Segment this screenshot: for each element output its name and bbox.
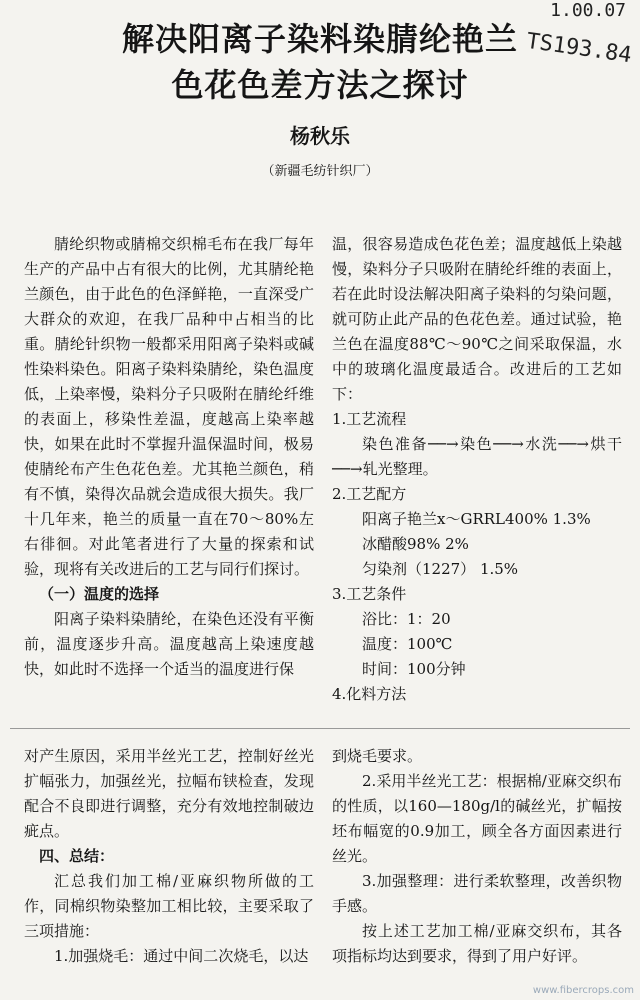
left-column-bottom xyxy=(24,744,314,969)
right-column-top xyxy=(332,232,622,707)
recipe-heading: 2.工艺配方 xyxy=(332,485,407,503)
measure-1-continued: 到烧毛要求。 xyxy=(332,747,423,765)
intro-paragraph: 腈纶织物或腈棉交织棉毛布在我厂每年生产的产品中占有很大的比例，尤其腈纶艳兰颜色，由于此色的色泽鲜艳，一直深受广大群众的欢迎，在我厂品种中占相当的比重。腈纶针织物一般都采用阳离子染料或碱性染料染色。阳离子染料染腈纶，染色温度低，上染率慢，染料分子只吸附在腈纶纤维的表面上，移染性差温，度越高上染率越快，如果在此时不掌握升温保温时间，极易使腈纶布产生色花色差。尤其艳兰颜色，稍有不慎，染得次品就会造成很大损失。我厂十几年来，艳兰的质量一直在70～80%左右徘徊。对此笔者进行了大量的探索和试验，现将有关改进后的工艺与同行们探讨。 xyxy=(24,235,314,578)
title-line-2: 色花色差方法之探讨 xyxy=(171,66,469,104)
author-affiliation: （新疆毛纺针织厂） xyxy=(261,164,379,179)
recipe-line: 匀染剂（1227） 1.5% xyxy=(362,560,519,578)
right-column-bottom xyxy=(332,744,622,969)
temperature-paragraph: 阳离子染料染腈纶，在染色还没有平衡前，温度逐步升高。温度越高上染速度越快，如此时不选择一个适当的温度进行保 xyxy=(24,610,314,678)
corner-mark: 1.00.07 xyxy=(550,0,626,21)
temperature-continued-paragraph: 温，很容易造成色花色差；温度越低上染越慢，染料分子只吸附在腈纶纤维的表面上，若在此时设法解决阳离子染料的匀染问题，就可防止此产品的色花色差。通过试验，艳兰色在温度88℃～90℃之间采取保温，水中的玻璃化温度最适合。改进后的工艺如下： xyxy=(332,235,622,403)
conditions-heading: 3.工艺条件 xyxy=(332,585,407,603)
left-column-top xyxy=(24,232,314,682)
title-line-1: 解决阳离子染料染腈纶艳兰 xyxy=(121,20,518,58)
recipe-line: 阳离子艳兰x～GRRL400% 1.3% xyxy=(362,510,591,528)
mercerizing-paragraph: 对产生原因，采用半丝光工艺，控制好丝光扩幅张力，加强丝光，拉幅布铗检查，发现配合不良即进行调整，充分有效地控制破边疵点。 xyxy=(24,747,314,840)
classification-number: TS193.84 xyxy=(524,28,634,69)
condition-line: 温度：100℃ xyxy=(362,635,453,653)
condition-line: 时间：100分钟 xyxy=(362,660,466,678)
recipe-line: 冰醋酸98% 2% xyxy=(362,535,469,553)
summary-paragraph: 汇总我们加工棉/亚麻织物所做的工作，同棉织物染整加工相比较，主要采取了三项措施： xyxy=(24,872,314,940)
author-name: 杨秋乐 xyxy=(290,124,350,148)
conclusion-paragraph: 按上述工艺加工棉/亚麻交织布，其各项指标均达到要求，得到了用户好评。 xyxy=(332,922,622,965)
measure-3-paragraph: 3.加强整理：进行柔软整理，改善织物手感。 xyxy=(332,872,622,915)
site-watermark: www.fibercrops.com xyxy=(532,985,634,996)
measure-1-paragraph: 1.加强烧毛：通过中间二次烧毛，以达 xyxy=(54,947,309,965)
condition-line: 浴比：1：20 xyxy=(362,610,451,628)
method-heading: 4.化料方法 xyxy=(332,685,407,703)
section-divider xyxy=(10,728,630,729)
summary-heading: 四、总结： xyxy=(39,847,115,865)
process-heading: 1.工艺流程 xyxy=(332,410,407,428)
section-heading-temperature: （一）温度的选择 xyxy=(39,585,160,603)
process-flow: 染色准备──→染色──→水洗──→烘干──→轧光整理。 xyxy=(332,435,622,478)
measure-2-paragraph: 2.采用半丝光工艺：根据棉/亚麻交织布的性质，以160—180g/l的碱丝光，扩幅按坯布幅宽的0.9加工，顾全各方面因素进行丝光。 xyxy=(332,772,622,865)
